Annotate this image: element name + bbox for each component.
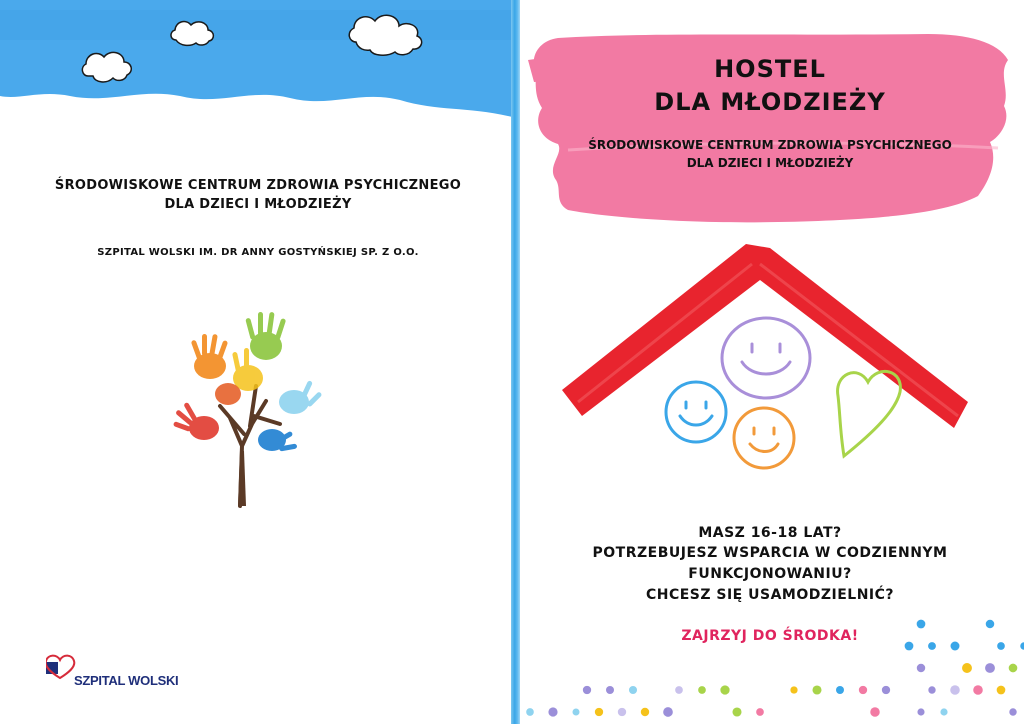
confetti-dot bbox=[720, 685, 729, 694]
confetti-dot bbox=[985, 663, 995, 673]
confetti-dot bbox=[675, 686, 683, 694]
hostel-subtitle-line-1: ŚRODOWISKOWE CENTRUM ZDROWIA PSYCHICZNEGO bbox=[588, 138, 952, 152]
organization-name bbox=[0, 176, 516, 214]
call-to-action: ZAJRZYJ DO ŚRODKA! bbox=[681, 628, 859, 644]
logo-text: SZPITAL WOLSKI bbox=[74, 673, 179, 688]
question-support-line-1: POTRZEBUJESZ WSPARCIA W CODZIENNYM bbox=[592, 545, 948, 561]
confetti-dot bbox=[698, 686, 706, 694]
handprint-red bbox=[173, 402, 219, 440]
confetti-dot bbox=[572, 708, 579, 715]
confetti-dot bbox=[812, 685, 821, 694]
confetti-dot bbox=[1009, 708, 1016, 715]
hospital-name: SZPITAL WOLSKI IM. DR ANNY GOSTYŃSKIEJ SP. Z O.O. bbox=[97, 247, 419, 258]
confetti-dot bbox=[859, 686, 867, 694]
smiley-blue-icon bbox=[666, 382, 726, 442]
hostel-title-line-2: DLA MŁODZIEŻY bbox=[654, 88, 886, 116]
smiley-purple-icon bbox=[722, 318, 810, 398]
confetti-dot bbox=[606, 686, 614, 694]
confetti-dots-decoration bbox=[522, 600, 1024, 724]
confetti-dot bbox=[732, 707, 741, 716]
handprint-blue bbox=[258, 429, 297, 452]
confetti-dot bbox=[1020, 642, 1024, 649]
confetti-dot bbox=[928, 642, 936, 650]
confetti-dot bbox=[836, 686, 844, 694]
page-divider bbox=[511, 0, 520, 724]
confetti-dot bbox=[526, 708, 534, 716]
confetti-dot bbox=[917, 708, 924, 715]
cloud-icon bbox=[171, 22, 213, 46]
confetti-dot bbox=[583, 686, 591, 694]
org-line-1: ŚRODOWISKOWE CENTRUM ZDROWIA PSYCHICZNEGO bbox=[54, 178, 462, 193]
handprint-darkorange bbox=[215, 383, 241, 405]
confetti-dot bbox=[905, 642, 914, 651]
smiley-orange-icon bbox=[734, 408, 794, 468]
confetti-dot bbox=[940, 708, 947, 715]
confetti-dot bbox=[756, 708, 764, 716]
question-independence: CHCESZ SIĘ USAMODZIELNIĆ? bbox=[645, 587, 895, 603]
confetti-dot bbox=[790, 686, 797, 693]
confetti-dot bbox=[997, 642, 1005, 650]
confetti-dot bbox=[548, 707, 557, 716]
confetti-dot bbox=[618, 708, 626, 716]
confetti-dot bbox=[951, 642, 960, 651]
hostel-subtitle-line-2: DLA DZIECI I MŁODZIEŻY bbox=[686, 156, 854, 170]
confetti-dot bbox=[997, 686, 1006, 695]
handprint-lightblue bbox=[279, 380, 322, 414]
confetti-dot bbox=[641, 708, 649, 716]
confetti-dot bbox=[629, 686, 637, 694]
confetti-dot bbox=[973, 685, 983, 695]
heart-outline-icon bbox=[838, 371, 901, 456]
confetti-dot bbox=[917, 620, 926, 629]
confetti-dot bbox=[928, 686, 935, 693]
handprint-tree-illustration bbox=[170, 306, 330, 511]
confetti-dot bbox=[962, 663, 972, 673]
confetti-dot bbox=[663, 707, 673, 717]
confetti-dot bbox=[950, 685, 960, 695]
confetti-dot bbox=[595, 708, 603, 716]
handprint-green bbox=[245, 312, 286, 360]
sky-with-clouds bbox=[0, 0, 516, 125]
question-support-line-2: FUNKCJONOWANIU? bbox=[688, 566, 852, 582]
confetti-dot bbox=[917, 664, 925, 672]
house-with-smileys-illustration bbox=[556, 240, 972, 470]
handprint-orange bbox=[191, 334, 229, 379]
roof-icon bbox=[562, 244, 968, 428]
hostel-title-line-1: HOSTEL bbox=[714, 55, 826, 83]
confetti-dot bbox=[882, 686, 890, 694]
confetti-dot bbox=[870, 707, 879, 716]
question-age: MASZ 16-18 LAT? bbox=[698, 525, 842, 541]
confetti-dot bbox=[986, 620, 995, 629]
confetti-dot bbox=[1009, 664, 1018, 673]
org-line-2: DLA DZIECI I MŁODZIEŻY bbox=[164, 197, 352, 212]
